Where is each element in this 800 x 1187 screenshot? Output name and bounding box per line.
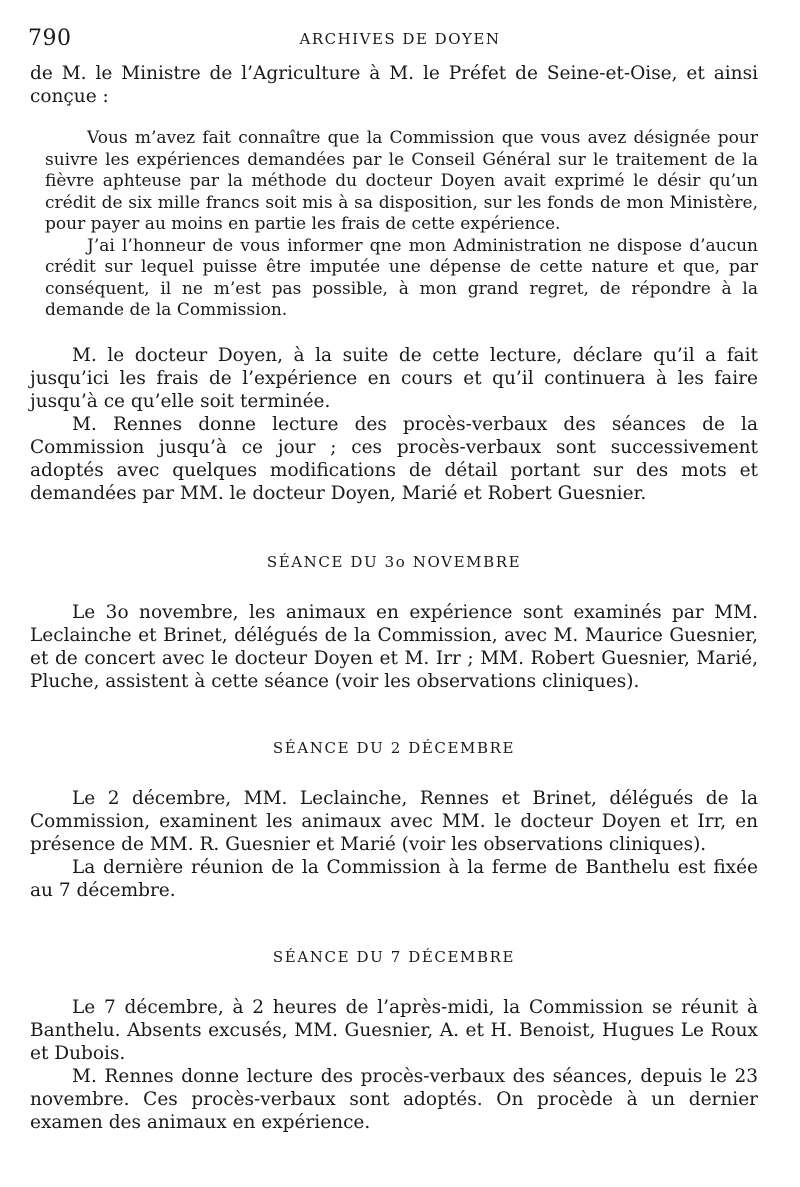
letter-paragraph: Vous m’avez fait connaître que la Commission que vous avez désignée pour suivre les expériences demandées par le Conseil Général sur le traitement de la fièvre aphteuse par la méthode du docteur Doyen avait exprimé le désir qu’un crédit de six mille francs soit mis à sa disposition, sur les fonds de mon Ministère, pour payer au moins en partie les frais de cette expérience.	[45, 128, 758, 234]
body-paragraph: La dernière réunion de la Commission à la ferme de Banthelu est fixée au 7 décembre.	[30, 856, 758, 901]
section-heading: SÉANCE DU 2 DÉCEMBRE	[272, 738, 516, 757]
body-paragraph: Le 2 décembre, MM. Leclainche, Rennes et Brinet, délégués de la Commission, examinent les animaux avec MM. le docteur Doyen et Irr, en présence de MM. R. Guesnier et Marié (voir les observations cliniques).	[30, 787, 758, 855]
intro-paragraph: de M. le Ministre de l’Agriculture à M. le Préfet de Seine-et-Oise, et ainsi conçue :	[30, 63, 758, 107]
section-heading: SÉANCE DU 7 DÉCEMBRE	[272, 947, 516, 966]
body-paragraph: M. Rennes donne lecture des procès-verbaux des séances, depuis le 23 novembre. Ces procès-verbaux sont adoptés. On procède à un dernier examen des animaux en expérience.	[30, 1065, 758, 1133]
page-body	[30, 62, 758, 1134]
body-paragraph: M. le docteur Doyen, à la suite de cette lecture, déclare qu’il a fait jusqu’ici les frais de l’expérience en cours et qu’il continuera à les faire jusqu’à ce qu’elle soit terminée.	[30, 344, 758, 412]
body-paragraph: Le 3o novembre, les animaux en expérience sont examinés par MM. Leclainche et Brinet, délégués de la Commission, avec M. Maurice Guesnier, et de concert avec le docteur Doyen et M. Irr ; MM. Robert Guesnier, Marié, Pluche, assistent à cette séance (voir les observations cliniques).	[30, 601, 758, 692]
section-heading: SÉANCE DU 3o NOVEMBRE	[266, 552, 522, 571]
page-header	[0, 26, 800, 56]
running-title: ARCHIVES DE DOYEN	[299, 30, 501, 48]
body-paragraph: M. Rennes donne lecture des procès-verbaux des séances de la Commission jusqu’à ce jour ; ces procès-verbaux sont successivement adoptés avec quelques modifications de détail portant sur des mots et demandées par MM. le docteur Doyen, Marié et Robert Guesnier.	[30, 413, 758, 504]
quoted-letter	[45, 128, 758, 322]
letter-paragraph: J’ai l’honneur de vous informer qne mon Administration ne dispose d’aucun crédit sur lequel puisse être imputée une dépense de cette nature et que, par conséquent, il ne m’est pas possible, à mon grand regret, de répondre à la demande de la Commission.	[45, 235, 758, 320]
body-paragraph: Le 7 décembre, à 2 heures de l’après-midi, la Commission se réunit à Banthelu. Absents excusés, MM. Guesnier, A. et H. Benoist, Hugues Le Roux et Dubois.	[30, 996, 758, 1064]
page-number: 790	[28, 26, 72, 51]
